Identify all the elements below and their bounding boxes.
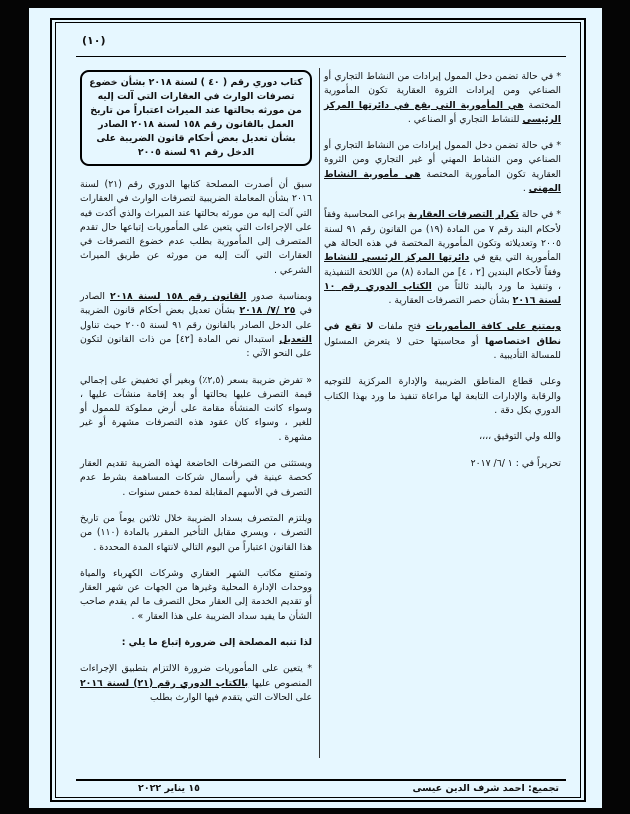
paragraph-previous-circular: سبق أن أصدرت المصلحة كتابها الدوري رقم (٢١) لسنة ٢٠١٦ بشأن المعاملة الضريبية لتصرفات الوارث في العقارات التي آلت إليه من مورثه بحالتها عند الميراث والذي أكدت فيه على الإجراءات التي يتعين على المأموريات إتباعها حال تقدم المتصرف إلى المأمورية بطلب عدم خضوع التصرفات في العقارات التي آلت إليه من مورثه عن طريق الميراث الشرعي . <box>80 179 313 276</box>
paragraph-payment-deadline: ويلتزم المتصرف بسداد الضريبة خلال ثلاثين يوماً من تاريخ التصرف ، ويسري مقابل التأخير المقرر بالمادة (١١٠) من هذا القانون اعتباراً من اليوم التالي لانتهاء المدة المحددة . <box>80 512 313 553</box>
paragraph-repeated-real-estate: * في حالة تكرار التصرفات العقارية يراعى المحاسبة وفقاً لأحكام البند رقم ٧ من المادة (١٩) من القانون رقم ٩١ لسنة ٢٠٠٥ وتعديلاته وتكون المأمورية المختصة في هذه الحالة هي المأمورية التي يقع في دائرتها المركز الرئيسي للنشاط وفقاً لأحكام البندين [٢ ، ٤] من المادة (٨) من اللائحة التنفيذية ، وتنفيذ ما ورد بالبند ثالثاً من الكتاب الدوري رقم ١٠ لسنة ٢٠١٦ بشأن حصر التصرفات العقارية . <box>324 209 562 307</box>
footer-date: ١٥ يناير ٢٠٢٢ <box>138 783 200 794</box>
document-page <box>29 8 602 808</box>
paragraph-registry-restriction: وتمتنع مكاتب الشهر العقاري وشركات الكهرباء والمياة ووحدات الإدارة المحلية وغيرها من الجهات عن شهر العقار أو تقديم الخدمة إلى العقار محل التصرف ما لم يقدم صاحب الشأن ما يفيد سداد الضريبة على هذا العقار » . <box>80 567 312 622</box>
paragraph-prohibition: ويمتنع على كافة المأموريات فتح ملفات لا تقع في نطاق اختصاصها أو محاسبتها حتى لا يتعرض المسئول للمسالة التأديبية . <box>324 321 561 362</box>
column-divider <box>319 68 320 758</box>
circular-title-box: كتاب دوري رقم ( ٤٠ ) لسنة ٢٠١٨ بشأن خضوع تصرفات الوارث في العقارات التي آلت إليه من مورثه بحالتها عند الميراث اعتباراً من تاريخ العمل بالقانون رقم ١٥٨ لسنة ٢٠١٨ الصادر بشأن تعديل بعض أحكام قانون الضريبة على الدخل رقم ٩١ لسنة ٢٠٠٥ <box>80 70 312 166</box>
left-column <box>80 70 312 717</box>
closing-line: والله ولي التوفيق ،،،، <box>479 431 561 443</box>
paragraph-implementation: وعلى قطاع المناطق الضريبية والإدارة المركزية للتوجيه والرقابة والإدارات التابعة لها مراعاة تنفيذ ما ورد بهذا الكتاب الدوري بكل دقة . <box>324 376 561 416</box>
right-column <box>324 70 561 483</box>
paragraph-new-law: وبمناسبة صدور القانون رقم ١٥٨ لسنة ٢٠١٨ الصادر في ٢٥ /٧/ ٢٠١٨ بشأن تعديل بعض أحكام قانون الضريبة على الدخل الصادر بالقانون رقم ٩١ لسنة ٢٠٠٥ حيث تناول التعديل استبدال نص المادة [٤٢] من ذات القانون لتكون على النحو الآتي : <box>80 291 313 360</box>
paragraph-tax-rate: « تفرض ضريبة بسعر (٢,٥٪) وبغير أي تخفيض على إجمالي قيمة التصرف عليها بحالتها أو بعد إقامة منشآت عليها ، وسواء كانت المنشأة مقامة على أرض مملوكة للممول أو للغير ، وسواء كان عقود هذه التصرفات مشهرة أو غير مشهرة . <box>80 374 312 443</box>
page-number: (١٠) <box>82 34 106 47</box>
footer-compiler: تجميع: احمد شرف الدين عيسى <box>412 783 559 794</box>
paragraph-professional-activity: * في حالة تضمن دخل الممول إيرادات من النشاط التجاري أو الصناعي ومن النشاط المهني أو غير التجاري ومن الثروة العقارية تكون المأمورية المختصة هي مأمورية النشاط المهني . <box>324 140 562 195</box>
footer-rule <box>76 779 566 781</box>
issue-date: تحريراً في : ١ /٦/ ٢٠١٧ <box>470 457 561 469</box>
paragraph-commercial-industrial: * في حالة تضمن دخل الممول إيرادات من النشاط التجاري أو الصناعي ومن إيرادات الثروة العقارية تكون المأمورية المختصة هي المأمورية التي يقع في دائرتها المركز الرئيسي للنشاط التجاري أو الصناعي . <box>324 71 561 125</box>
section-heading: لذا تنبه المصلحة إلى ضرورة إتباع ما يلي : <box>121 637 312 649</box>
header-rule <box>76 56 566 57</box>
paragraph-procedures: * يتعين على المأموريات ضرورة الالتزام بتطبيق الإجراءات المنصوص عليها بالكتاب الدوري رقم (٢١) لسنة ٢٠١٦ على الحالات التي يتقدم فيها الوارث بطلب <box>80 663 312 703</box>
paragraph-exemption: ويستثنى من التصرفات الخاضعة لهذه الضريبة تقديم العقار كحصة عينية في رأسمال شركات المساهمة بشرط عدم التصرف في الأسهم المقابلة لمدة خمس سنوات . <box>80 458 312 498</box>
